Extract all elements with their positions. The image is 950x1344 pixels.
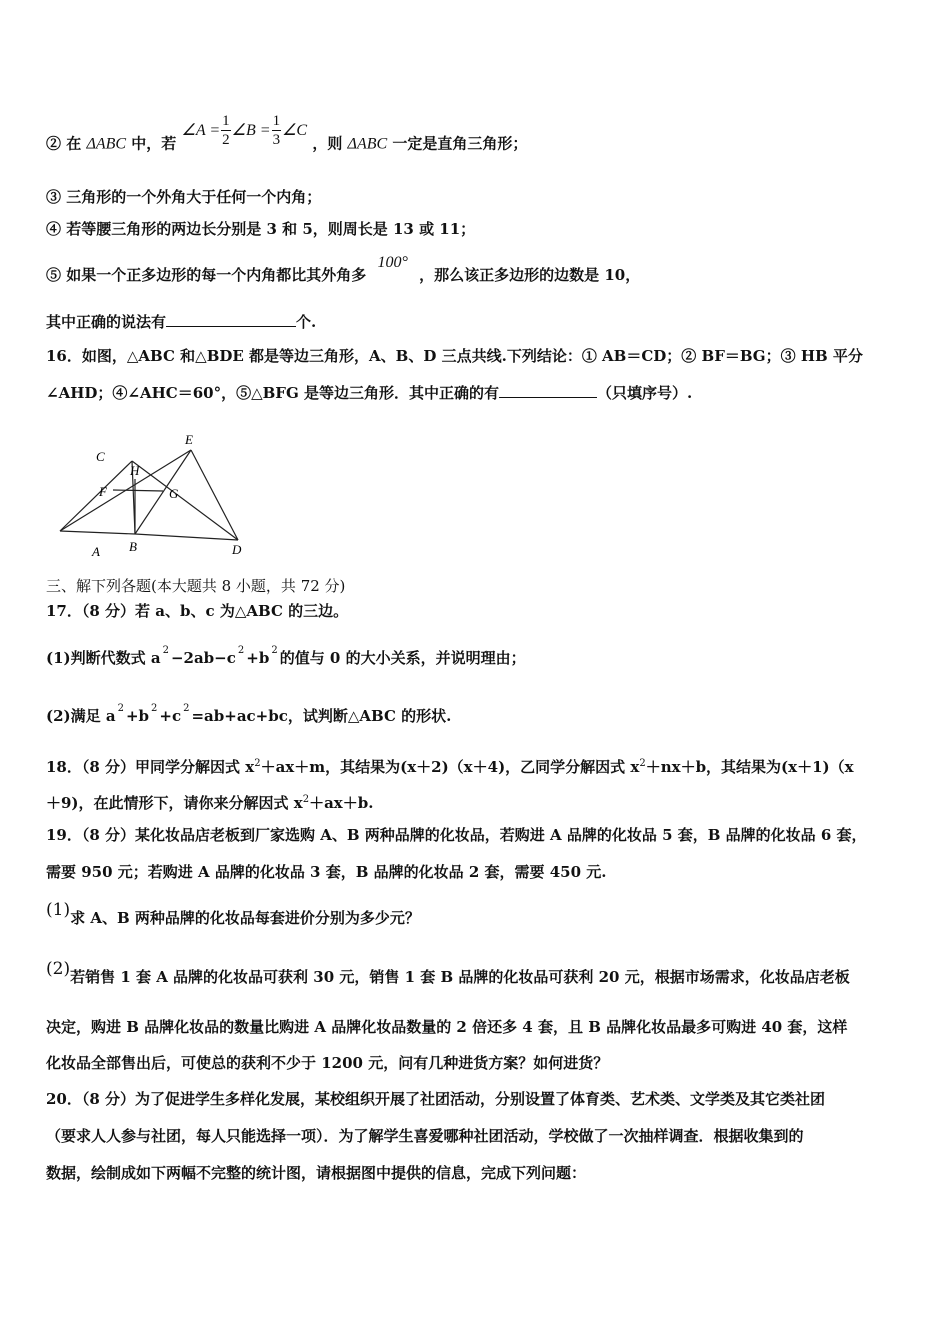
label-c: C: [96, 449, 105, 464]
q18-line2-text-b: ＋ax＋b.: [309, 794, 374, 812]
q15-item-3: ③ 三角形的一个外角大于任何一个内角；: [46, 188, 322, 206]
angle-100: 100°: [377, 254, 408, 271]
q18-line-2: [46, 790, 373, 813]
fraction-third: [272, 112, 282, 149]
q19-part-2-line-1: [46, 959, 850, 987]
q19-part-2-line-3: 化妆品全部售出后，可使总的获利不少于 1200 元，问有几种进货方案？如何进货？: [46, 1054, 609, 1072]
exponent: 2: [183, 703, 190, 714]
q20-line-1: 20．（8 分）为了促进学生多样化发展，某校组织开展了社团活动，分别设置了体育类、艺术类、文学类及其它类社团: [46, 1090, 826, 1108]
part-marker-2: (2): [46, 959, 71, 979]
q15-item5-text-a: ⑤ 如果一个正多边形的每一个内角都比其外角多: [46, 266, 367, 284]
angle-c: ∠C: [282, 121, 308, 139]
q18-line-1: [46, 754, 854, 777]
q16-line-2: [46, 383, 692, 403]
q15-conclusion: [46, 312, 316, 332]
q18-line1-text-b: ＋ax＋m，其结果为(x＋2)（x＋4)，乙同学分解因式 x: [260, 758, 640, 776]
q16-line-1: 16．如图，△ABC 和△BDE 都是等边三角形，A、B、D 三点共线.下列结论：① AB＝CD；② BF＝BG；③ HB 平分: [46, 347, 863, 365]
answer-blank[interactable]: [499, 383, 597, 398]
exponent: 2: [151, 703, 158, 714]
q17-part-2: [46, 703, 452, 729]
q20-line-3: 数据，绘制成如下两幅不完整的统计图，请根据图中提供的信息，完成下列问题：: [46, 1164, 587, 1182]
q18-line1-text-a: 18．（8 分）甲同学分解因式 x: [46, 758, 255, 776]
exponent: 2: [162, 645, 169, 656]
exponent: 2: [271, 645, 278, 656]
q19-part-2-line-2: 决定，购进 B 品牌化妆品的数量比购进 A 品牌化妆品数量的 2 倍还多 4 套，且 B 品牌化妆品最多可购进 40 套，这样: [46, 1018, 848, 1036]
angle-b: ∠B =: [231, 121, 271, 139]
fraction-half-num: 1: [222, 113, 230, 129]
q15-item5-text-b: ，那么该正多边形的边数是 10，: [419, 266, 641, 284]
q15-item2-text-d: 一定是直角三角形；: [387, 134, 528, 153]
q19-line-1: 19．（8 分）某化妆品店老板到厂家选购 A、B 两种品牌的化妆品，若购进 A 品牌的化妆品 5 套，B 品牌的化妆品 6 套，: [46, 826, 867, 844]
q17-p1-text-c: +b: [246, 649, 270, 667]
label-d: D: [232, 542, 242, 557]
q17-stem: 17．（8 分）若 a、b、c 为△ABC 的三边。: [46, 602, 349, 620]
q16-line2-text-b: （只填序号）.: [596, 384, 693, 402]
q19-line-2: 需要 950 元；若购进 A 品牌的化妆品 3 套，B 品牌的化妆品 2 套，需要 450 元.: [46, 863, 607, 881]
q15-item-2: [46, 113, 528, 163]
q19-part-1: [46, 900, 420, 928]
q15-angle-equation: [181, 113, 313, 148]
q18-line1-text-c: ＋nx＋b，其结果为(x＋1)（x: [645, 758, 854, 776]
fraction-half-den: 2: [222, 132, 230, 148]
q17-p2-text-d: =ab+ac+bc，试判断△ABC 的形状.: [191, 707, 452, 725]
triangle-figure: [46, 428, 256, 558]
label-g: G: [169, 486, 179, 501]
exponent: 2: [117, 703, 124, 714]
q15-triangle-abc-2: ΔABC: [347, 135, 388, 153]
q17-p2-text-b: +b: [125, 707, 150, 725]
section-3-heading: 三、解下列各题(本大题共 8 小题，共 72 分): [46, 577, 346, 595]
label-f: F: [99, 484, 107, 499]
q15-item2-text-b: 中，若: [126, 134, 182, 153]
label-h: H: [130, 463, 140, 478]
label-b: B: [129, 539, 137, 554]
part-marker-1: (1): [46, 900, 71, 920]
q18-line2-text-a: ＋9)，在此情形下，请你来分解因式 x: [46, 794, 303, 812]
q15-conclusion-text-a: 其中正确的说法有: [46, 313, 167, 331]
q15-conclusion-text-b: 个.: [296, 313, 317, 331]
answer-blank[interactable]: [166, 312, 296, 327]
q19-part1-text: 求 A、B 两种品牌的化妆品每套进价分别为多少元？: [70, 909, 420, 927]
q15-item2-text-c: ，则: [312, 134, 348, 153]
q17-p1-text-b: −2ab−c: [170, 649, 236, 667]
q17-p2-text-a: (2)满足 a: [46, 707, 116, 725]
q17-p1-text-d: 的值与 0 的大小关系，并说明理由；: [279, 649, 526, 667]
q16-line2-text-a: ∠AHD；④∠AHC＝60°，⑤△BFG 是等边三角形．其中正确的有: [46, 384, 499, 402]
q15-item2-text-a: ② 在: [46, 134, 87, 153]
fraction-third-num: 1: [272, 113, 281, 129]
fraction-half: [221, 112, 231, 149]
q19-part2-text-1: 若销售 1 套 A 品牌的化妆品可获利 30 元，销售 1 套 B 品牌的化妆品可获利 20 元，根据市场需求，化妆品店老板: [70, 968, 850, 986]
q15-item-4: ④ 若等腰三角形的两边长分别是 3 和 5，则周长是 13 或 11；: [46, 220, 476, 238]
label-a: A: [92, 544, 100, 558]
q15-triangle-abc: ΔABC: [86, 135, 127, 153]
q17-p2-text-c: +c: [159, 707, 182, 725]
q17-p1-text-a: (1)判断代数式 a: [46, 649, 161, 667]
angle-a: ∠A =: [181, 121, 221, 139]
exponent: 2: [254, 758, 261, 769]
q15-item-5: [46, 254, 641, 286]
label-e: E: [185, 432, 193, 447]
exponent: 2: [302, 794, 310, 805]
q17-part-1: [46, 645, 526, 671]
exponent: 2: [237, 645, 245, 656]
q20-line-2: （要求人人参与社团，每人只能选择一项）．为了解学生喜爱哪种社团活动，学校做了一次抽样调查．根据收集到的: [46, 1127, 804, 1145]
exponent: 2: [639, 758, 646, 769]
fraction-third-den: 3: [272, 132, 281, 148]
